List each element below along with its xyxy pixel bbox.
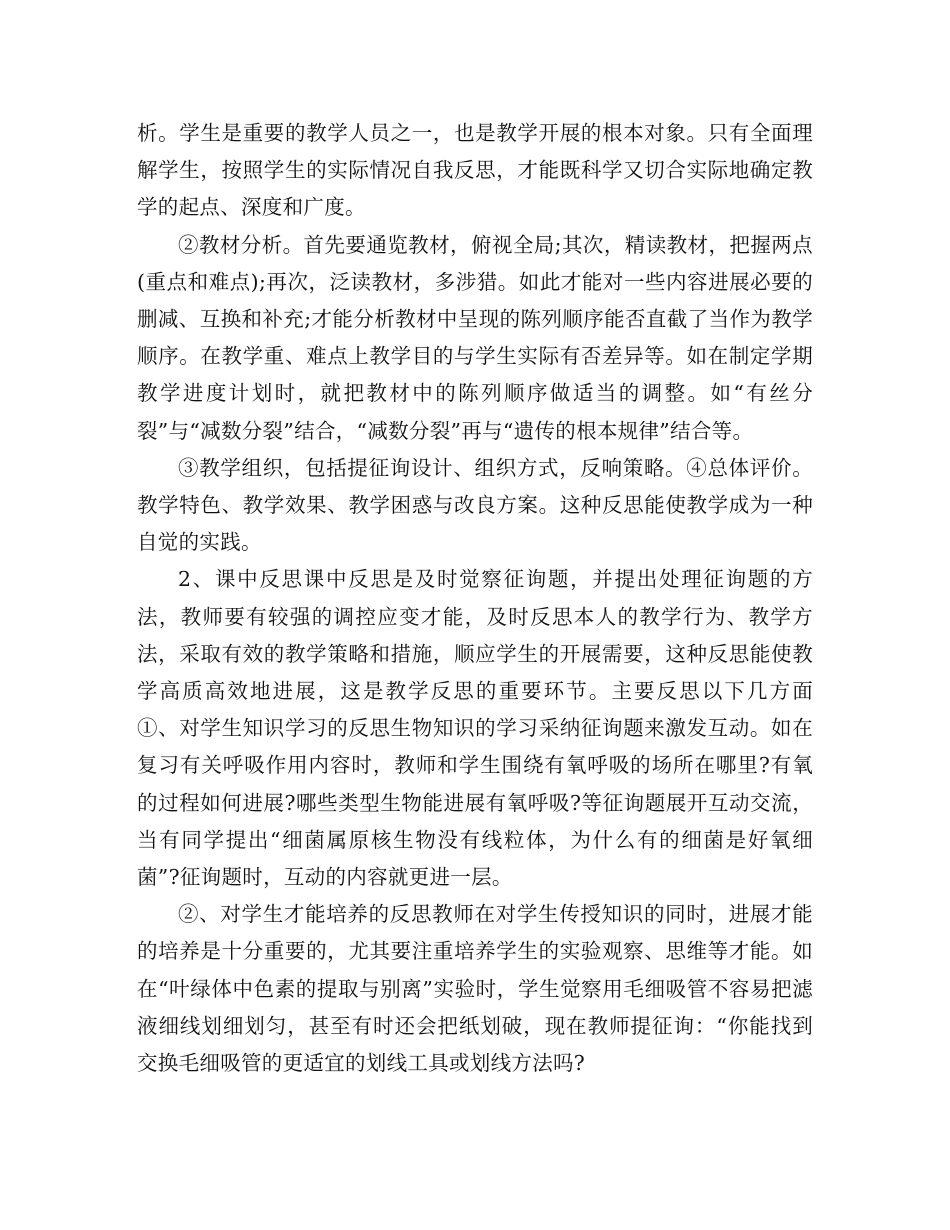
paragraph-ability-reflection: ②、对学生才能培养的反思教师在对学生传授知识的同时，进展才能的培养是十分重要的，尤其要注重培养学生的实验观察、思维等才能。如在“叶绿体中色素的提取与别离”实验时，学生觉察用毛细吸管不容易把滤液细线划细划匀，甚至有时还会把纸划破，现在教师提征询：“你能找到交换毛细吸管的更适宜的划线工具或划线方法吗? <box>137 902 813 1076</box>
paragraph-in-class-reflection: 2、课中反思课中反思是及时觉察征询题，并提出处理征询题的方法，教师要有较强的调控应变才能，及时反思本人的教学行为、教学方法，采取有效的教学策略和措施，顺应学生的开展需要，这种反思能使教学高质高效地进展，这是教学反思的重要环节。主要反思以下几方面 ①、对学生知识学习的反思生物知识的学习采纳征询题来激发互动。如在复习有关呼吸作用内容时，教师和学生围绕有氧呼吸的场所在哪里?有氧的过程如何进展?哪些类型生物能进展有氧呼吸?等征询题展开互动交流，当有同学提出“细菌属原核生物没有线粒体，为什么有的细菌是好氧细菌”?征询题时，互动的内容就更进一层。 <box>137 567 855 890</box>
paragraph-teaching-organization: ③教学组织，包括提征询设计、组织方式，反响策略。④总体评价。教学特色、教学效果、教学困惑与改良方案。这种反思能使教学成为一种自觉的实践。 <box>137 455 813 555</box>
paragraph-continuation: 析。学生是重要的教学人员之一，也是教学开展的根本对象。只有全面理解学生，按照学生的实际情况自我反思，才能既科学又切合实际地确定教学的起点、深度和广度。 <box>137 121 813 220</box>
body-text <box>137 115 855 1082</box>
paragraph-textbook-analysis: ②教材分析。首先要通览教材，俯视全局;其次，精读教材，把握两点(重点和难点);再次，泛读教材，多涉猎。如此才能对一些内容进展必要的删减、互换和补充;才能分析教材中呈现的陈列顺序能否直截了当作为教学顺序。在教学重、难点上教学目的与学生实际有否差异等。如在制定学期教学进度计划时，就把教材中的陈列顺序做适当的调整。如“有丝分裂”与“减数分裂”结合，“减数分裂”再与“遗传的根本规律”结合等。 <box>137 232 813 443</box>
